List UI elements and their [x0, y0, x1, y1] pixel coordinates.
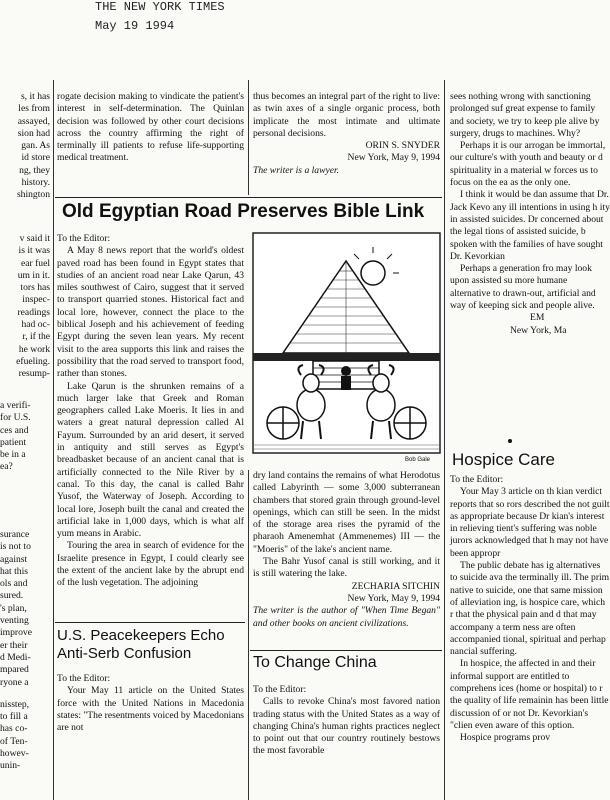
- peacekeepers-letter: [57, 673, 244, 798]
- headline: U.S. Peacekeepers Echo Anti-Serb Confusion: [57, 627, 225, 662]
- article-paragraph: Perhaps a generation fro may look upon assisted su more humane alternative to drawn-out, artificial and way of keeping sick and people alive.: [450, 263, 596, 312]
- salutation: To the Editor:: [450, 474, 504, 485]
- publication-name: THE NEW YORK TIMES: [95, 0, 225, 14]
- quinlan-letter-col-b: [253, 91, 440, 177]
- fragment-line: mpared: [0, 664, 29, 676]
- fragment-line: howev-: [0, 748, 29, 760]
- left-column-fragment-low: [0, 400, 50, 474]
- writer-note: The writer is the author of "When Time Began" and other books on ancient civilizations.: [253, 605, 440, 629]
- fragment-line: sured.: [0, 590, 24, 602]
- fragment-line: s, it has: [20, 91, 50, 102]
- fragment-line: improve: [0, 627, 32, 639]
- section-rule: [250, 650, 442, 651]
- fragment-line: venting: [0, 615, 29, 627]
- china-letter: [253, 684, 440, 798]
- fragment-line: efueling.: [16, 355, 50, 367]
- article-paragraph: Your May 11 article on the United States force with the United Nations in Macedonia states: "The resentments voiced by Macedonians are not: [57, 685, 244, 734]
- fragment-line: gan. As: [21, 140, 50, 152]
- letter-dateline: New York, Ma: [510, 324, 567, 336]
- clipping-date: May 19 1994: [95, 19, 175, 33]
- fragment-line: id store: [21, 152, 50, 164]
- quinlan-letter-col-a: [57, 91, 244, 165]
- illustration-credit: Bob Gale: [405, 457, 431, 463]
- article-paragraph: sees nothing wrong with sanctioning prolonged suf great expense to family and society, we try to keep ple alive by surgery, drugs to machines. Why?: [450, 91, 600, 139]
- article-paragraph: I think it would be dan assume that Dr. Jack Kevo any ill intentions in using h ity in assisted suicides. Dr concerned about the legal tions of assisted suicide, b spoken with the families of have sought Dr. Kevorkian: [450, 189, 610, 262]
- fragment-line: of Ten-: [0, 735, 28, 747]
- left-column-fragment-top: [0, 91, 50, 202]
- letter-dateline: New York, May 9, 1994: [347, 592, 440, 604]
- fragment-line: ryone a: [0, 676, 29, 688]
- salutation: To the Editor:: [57, 233, 111, 244]
- fragment-line: readings: [17, 306, 50, 318]
- headline: Old Egyptian Road Preserves Bible Link: [62, 201, 425, 222]
- left-column-fragment-mid: [0, 233, 50, 381]
- column-rule: [53, 80, 54, 800]
- fragment-line: les from: [18, 103, 50, 115]
- article-paragraph: The Bahr Yusof canal is still working, and it is still watering the lake.: [253, 556, 440, 580]
- headline: To Change China: [253, 654, 377, 671]
- fragment-line: resump-: [18, 368, 50, 380]
- fragment-line: is it was: [18, 245, 50, 257]
- article-paragraph: Your May 3 article on th kian verdict reports that so rors described the not guilt as appropriate because Dr kian's interest in relieving tient's suffering was noble jurors acknowledged that h may not have been appropr: [450, 486, 610, 559]
- article-paragraph: Lake Qarun is the shrunken remains of a much larger lake that Greek and Roman geographers called Lake Moeris. It lies in and waters a great natural depression called Al Fayum. Surrounded by an arid desert, it served in antiquity and still serves as Egypt's breadbasket because of an ancient canal that is artificially connected to the Nile River by a canal. To this day, the canal is called Bahr Yusof, the Waterway of Joseph. According to local lore, Joseph built the canal and created the artificial lake in 1,000 days, which is what alf yum means in Arabic.: [57, 380, 244, 540]
- article-paragraph: Calls to revoke China's most favored nation trading status with the United States as a way of changing China's human rights practices neglect to point out that our country routinely bestows the most favorable: [253, 696, 440, 757]
- letter-signature: ORIN S. SNYDER: [365, 140, 440, 152]
- article-paragraph: Hospice programs prov: [460, 732, 551, 744]
- left-column-fragment-bottom: [0, 529, 50, 773]
- fragment-line: um in it.: [17, 269, 50, 281]
- fragment-line: unin-: [0, 760, 21, 772]
- column-rule: [248, 80, 249, 195]
- fragment-line: is not to: [0, 541, 31, 553]
- fragment-line: patient: [0, 436, 27, 448]
- fragment-line: shington: [16, 189, 50, 201]
- fragment-line: ea?: [0, 461, 13, 473]
- fragment-line: assayed,: [17, 115, 50, 127]
- fragment-line: tors has: [20, 282, 50, 294]
- fragment-line: nisstep,: [0, 698, 30, 710]
- fragment-line: a verifi-: [0, 400, 31, 411]
- section-rule: [55, 197, 442, 198]
- article-paragraph: A May 8 news report that the world's oldest paved road has been found in Egypt states that studies of an ancient road near Lake Qarun, 43 miles southwest of Cairo, suggest that it served to transport quarried stones. Historical fact and local lore, however, connect the place to the biblical Joseph and his achievement of feeding Egypt during the seven lean years. My recent visit to the area supports this link and raises the possibility that the road served to transport food, rather than stones.: [57, 245, 244, 380]
- section-rule: [55, 622, 245, 623]
- fragment-line: for U.S.: [0, 412, 31, 424]
- egypt-letter-col-b: [253, 470, 440, 628]
- salutation: To the Editor:: [57, 673, 111, 684]
- fragment-line: 's plan,: [0, 602, 27, 614]
- pyramid-ox-cart-illustration: [253, 233, 440, 453]
- fragment-line: to fill a: [0, 711, 28, 723]
- article-paragraph: Perhaps it is our arrogan be immortal, our culture's with youth and beauty or d spirituality in a material w forces us to focus on the ea as the only one.: [450, 140, 606, 189]
- fragment-line: against: [0, 553, 28, 565]
- column-rule: [248, 470, 249, 800]
- article-paragraph: rogate decision making to vindicate the patient's interest in self-determination. The Quinlan decision was followed by other court decisions across the country affirming the right of terminally ill patients to refuse life-supporting medical treatment.: [57, 91, 244, 164]
- fragment-line: sion had: [17, 127, 50, 139]
- article-paragraph: The public debate has ig alternatives to suicide ava the terminally ill. The prim native to suicide, one that same mission of alleviation ing, is hospice care, which r that the physical pain and d that may accompany a term ness are often accompanied tional, spiritual and perhap nancial suffering.: [450, 560, 610, 658]
- fragment-line: he work: [18, 343, 50, 355]
- fragment-line: ols and: [0, 578, 28, 590]
- fragment-line: history.: [21, 177, 50, 189]
- fragment-line: had oc-: [21, 319, 50, 331]
- headline: Hospice Care: [452, 450, 555, 469]
- fragment-line: d Medi-: [0, 651, 31, 663]
- writer-note: The writer is a lawyer.: [253, 164, 340, 176]
- fragment-line: surance: [0, 529, 30, 540]
- fragment-line: hat this: [0, 565, 28, 577]
- fragment-line: ear fuel: [20, 257, 50, 269]
- right-column-letter: [450, 91, 610, 433]
- fragment-line: er their: [0, 639, 28, 651]
- article-paragraph: thus becomes an integral part of the right to live: as twin axes of a single organic process, both implicate the most intimate and ultimate personal decisions.: [253, 91, 440, 139]
- letter-signature: EM: [530, 312, 545, 324]
- article-paragraph: Touring the area in search of evidence for the Israelite presence in Egypt, I could clearly see the extent of the ancient lake by the abrupt end of the lush vegetation. The adjoining: [57, 540, 244, 589]
- fragment-line: inspec-: [22, 294, 50, 306]
- egypt-letter-col-a: [57, 233, 244, 693]
- article-paragraph: In hospice, the affected in and their informal support are entitled to comprehens ices (home or hospital) to r the quality of life remainin has been little discussion of or not Dr. Kevorkian's "clien even aware of this option.: [450, 658, 609, 731]
- fragment-line: ces and: [0, 424, 29, 436]
- article-paragraph: dry land contains the remains of what Herodotus called Labyrinth — some 3,000 subterranean chambers that stored grain through ground-level openings, which can still be seen. In the midst of the storage area rises the pyramid of the pharaoh Amenemhat (Ammenemes) III — the "Moeris" of the lake's ancient name.: [253, 470, 440, 555]
- fragment-line: ng, they: [19, 164, 50, 176]
- fragment-line: v said it: [19, 233, 50, 244]
- letter-signature: ZECHARIA SITCHIN: [351, 580, 440, 592]
- separator-dot: [508, 436, 512, 446]
- salutation: To the Editor:: [253, 684, 307, 695]
- fragment-line: has co-: [0, 723, 28, 735]
- hospice-letter: [450, 474, 610, 800]
- fragment-line: r, if the: [22, 331, 50, 343]
- column-rule: [444, 80, 445, 800]
- fragment-line: be in a: [0, 449, 26, 461]
- letter-dateline: New York, May 9, 1994: [347, 152, 440, 164]
